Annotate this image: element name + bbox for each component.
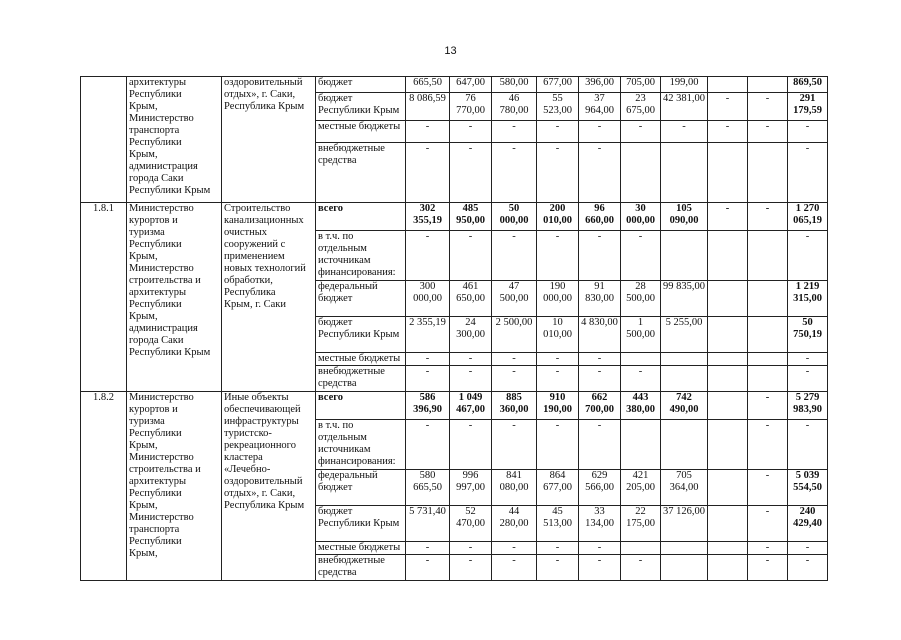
cont-event-name — [222, 77, 316, 203]
value-cell: - — [579, 555, 621, 581]
executor-line: Крым, — [129, 311, 158, 322]
value-cell: - — [492, 555, 537, 581]
value-cell: 42 381,00 — [661, 93, 708, 121]
value-cell: 647,00 — [450, 77, 492, 93]
value-cell: - — [788, 121, 828, 143]
value-cell: 5 039 554,50 — [788, 470, 828, 506]
value-cell: 302 355,19 — [406, 203, 450, 231]
value-cell: 8 086,59 — [406, 93, 450, 121]
value-cell: - — [579, 353, 621, 366]
value-cell: - — [748, 93, 788, 121]
value-cell: 37 126,00 — [661, 506, 708, 542]
value-cell: - — [788, 143, 828, 203]
source-label — [316, 317, 406, 353]
source-label-line: средства — [318, 378, 357, 389]
value-cell: - — [748, 506, 788, 542]
value-cell: - — [492, 366, 537, 392]
value-cell: - — [621, 366, 661, 392]
value-cell: 396,00 — [579, 77, 621, 93]
value-cell — [661, 555, 708, 581]
value-cell: - — [579, 542, 621, 555]
value-cell: 240 429,40 — [788, 506, 828, 542]
source-label — [316, 506, 406, 542]
page-number: 13 — [444, 45, 457, 57]
source-label-line: Республики Крым — [318, 329, 400, 340]
value-cell — [708, 143, 748, 203]
value-cell: 1 219 315,00 — [788, 281, 828, 317]
value-cell: - — [450, 420, 492, 470]
value-cell: 105 090,00 — [661, 203, 708, 231]
value-cell: - — [748, 542, 788, 555]
value-cell: - — [450, 143, 492, 203]
value-cell — [708, 77, 748, 93]
event-name-line: оздоровительный — [224, 77, 303, 88]
executor-line: Крым, — [129, 251, 158, 262]
financing-table — [80, 76, 880, 581]
source-label-line: бюджет — [318, 506, 353, 517]
value-cell: 1 270 065,19 — [788, 203, 828, 231]
value-cell — [708, 317, 748, 353]
executor-line: Республики — [129, 299, 182, 310]
executor-line: Министерство — [129, 452, 194, 463]
value-cell: 24 300,00 — [450, 317, 492, 353]
value-cell: - — [788, 542, 828, 555]
value-cell: - — [492, 143, 537, 203]
value-cell: - — [450, 542, 492, 555]
executor-line: Республики Крым — [129, 185, 211, 196]
value-cell: 485 950,00 — [450, 203, 492, 231]
source-label-line: бюджет — [318, 293, 353, 304]
value-cell — [708, 470, 748, 506]
value-cell — [621, 420, 661, 470]
value-cell: - — [492, 420, 537, 470]
source-label — [316, 542, 406, 555]
source-label-line: внебюджетные — [318, 366, 385, 377]
value-cell: 200 010,00 — [537, 203, 579, 231]
event-name-line: кластера — [224, 452, 263, 463]
source-label-line: местные бюджеты — [318, 542, 401, 553]
value-cell: - — [537, 121, 579, 143]
event-name-line: «Лечебно- — [224, 464, 271, 475]
value-cell: 1 049 467,00 — [450, 392, 492, 420]
value-cell: 45 513,00 — [537, 506, 579, 542]
value-cell: 869,50 — [788, 77, 828, 93]
source-label-line: источникам — [318, 255, 371, 266]
value-cell: - — [748, 203, 788, 231]
value-cell: 5 731,40 — [406, 506, 450, 542]
executor-line: Республики — [129, 536, 182, 547]
value-cell — [748, 317, 788, 353]
value-cell: - — [748, 555, 788, 581]
value-cell: - — [537, 353, 579, 366]
value-cell: - — [579, 420, 621, 470]
executor-line: администрация — [129, 161, 198, 172]
value-cell — [661, 542, 708, 555]
value-cell — [748, 143, 788, 203]
value-cell — [708, 281, 748, 317]
value-cell: 23 675,00 — [621, 93, 661, 121]
value-cell: 28 500,00 — [621, 281, 661, 317]
event-executors — [127, 203, 222, 392]
value-cell: 99 835,00 — [661, 281, 708, 317]
event-name-line: оздоровительный — [224, 476, 303, 487]
source-label — [316, 77, 406, 93]
source-label — [316, 281, 406, 317]
source-label — [316, 392, 406, 420]
source-label-line: источникам — [318, 444, 371, 455]
executor-line: Республики — [129, 488, 182, 499]
value-cell: - — [621, 231, 661, 281]
source-label-line: в т.ч. по — [318, 231, 354, 242]
executor-line: туризма — [129, 227, 165, 238]
source-label — [316, 143, 406, 203]
event-name-line: очистных — [224, 227, 268, 238]
value-cell — [708, 231, 748, 281]
value-cell: - — [406, 353, 450, 366]
value-cell: 30 000,00 — [621, 203, 661, 231]
source-label-line: местные бюджеты — [318, 121, 401, 132]
value-cell: 864 677,00 — [537, 470, 579, 506]
source-label-line: внебюджетные — [318, 555, 385, 566]
source-label-line: отдельным — [318, 243, 367, 254]
value-cell: - — [406, 555, 450, 581]
value-cell — [708, 506, 748, 542]
event-name-line: Иные объекты — [224, 392, 289, 403]
value-cell — [708, 555, 748, 581]
value-cell: - — [788, 366, 828, 392]
source-label — [316, 121, 406, 143]
value-cell: 4 830,00 — [579, 317, 621, 353]
value-cell: - — [748, 470, 788, 506]
value-cell — [708, 392, 748, 420]
value-cell: 5 279 983,90 — [788, 392, 828, 420]
executor-line: курортов и — [129, 404, 178, 415]
value-cell: 5 255,00 — [661, 317, 708, 353]
source-label — [316, 203, 406, 231]
executor-line: Республики — [129, 428, 182, 439]
event-number: 1.8.1 — [81, 203, 127, 392]
event-name-line: Крым, г. Саки — [224, 299, 286, 310]
source-label — [316, 366, 406, 392]
executor-line: Республики — [129, 239, 182, 250]
value-cell: - — [748, 420, 788, 470]
event-name-line: Республика Крым — [224, 500, 305, 511]
value-cell: - — [406, 366, 450, 392]
value-cell: 47 500,00 — [492, 281, 537, 317]
source-label-line: бюджет — [318, 317, 353, 328]
source-label — [316, 353, 406, 366]
value-cell: 300 000,00 — [406, 281, 450, 317]
value-cell: - — [708, 203, 748, 231]
executor-line: транспорта — [129, 524, 180, 535]
source-label-line: в т.ч. по — [318, 420, 354, 431]
value-cell: 586 396,90 — [406, 392, 450, 420]
value-cell: 96 660,00 — [579, 203, 621, 231]
value-cell: - — [579, 143, 621, 203]
value-cell: 91 830,00 — [579, 281, 621, 317]
event-name-line: Республика — [224, 287, 276, 298]
executor-line: Крым, — [129, 101, 158, 112]
value-cell — [661, 366, 708, 392]
executor-line: архитектуры — [129, 476, 186, 487]
value-cell: 841 080,00 — [492, 470, 537, 506]
executor-line: архитектуры — [129, 287, 186, 298]
cont-executors — [127, 77, 222, 203]
event-name-line: отдых», г. Саки, — [224, 488, 296, 499]
value-cell: - — [788, 353, 828, 366]
source-label-line: всего — [318, 392, 344, 403]
executor-line: Крым, — [129, 149, 158, 160]
value-cell: - — [537, 366, 579, 392]
executor-line: города Саки — [129, 173, 184, 184]
event-name — [222, 392, 316, 581]
value-cell: 44 280,00 — [492, 506, 537, 542]
source-label-line: всего — [318, 203, 344, 214]
source-label — [316, 420, 406, 470]
value-cell: - — [450, 366, 492, 392]
value-cell: - — [748, 392, 788, 420]
event-executors — [127, 392, 222, 581]
event-name-line: канализационных — [224, 215, 304, 226]
value-cell: 580 665,50 — [406, 470, 450, 506]
value-cell: 22 175,00 — [621, 506, 661, 542]
executor-line: Республики Крым — [129, 347, 211, 358]
value-cell: - — [406, 143, 450, 203]
executor-line: Крым, — [129, 548, 158, 559]
executor-line: Министерство — [129, 263, 194, 274]
source-label-line: бюджет — [318, 77, 353, 88]
source-label — [316, 470, 406, 506]
value-cell — [621, 143, 661, 203]
event-number: 1.8.2 — [81, 392, 127, 581]
value-cell — [748, 366, 788, 392]
value-cell — [748, 353, 788, 366]
event-name-line: инфраструктуры — [224, 416, 299, 427]
executor-line: строительства и — [129, 275, 201, 286]
executor-line: администрация — [129, 323, 198, 334]
value-cell: 2 355,19 — [406, 317, 450, 353]
value-cell: - — [708, 121, 748, 143]
value-cell: 885 360,00 — [492, 392, 537, 420]
value-cell: 705,00 — [621, 77, 661, 93]
executor-line: архитектуры — [129, 77, 186, 88]
event-name-line: обеспечивающей — [224, 404, 301, 415]
value-cell: 677,00 — [537, 77, 579, 93]
value-cell — [661, 353, 708, 366]
source-label-line: бюджет — [318, 482, 353, 493]
source-label-line: финансирования: — [318, 456, 396, 467]
value-cell: - — [579, 121, 621, 143]
value-cell — [621, 542, 661, 555]
source-label — [316, 231, 406, 281]
source-label-line: федеральный — [318, 470, 378, 481]
event-name-line: Республика Крым — [224, 101, 305, 112]
value-cell: - — [492, 542, 537, 555]
value-cell: 50 000,00 — [492, 203, 537, 231]
executor-line: Министерство — [129, 113, 194, 124]
value-cell: 629 566,00 — [579, 470, 621, 506]
executor-line: транспорта — [129, 125, 180, 136]
source-label — [316, 93, 406, 121]
value-cell: 665,50 — [406, 77, 450, 93]
value-cell: - — [537, 542, 579, 555]
source-label-line: местные бюджеты — [318, 353, 401, 364]
value-cell: 50 750,19 — [788, 317, 828, 353]
source-label-line: финансирования: — [318, 267, 396, 278]
value-cell — [661, 231, 708, 281]
value-cell: - — [406, 542, 450, 555]
event-name-line: новых технологий — [224, 263, 306, 274]
value-cell: 996 997,00 — [450, 470, 492, 506]
value-cell: - — [450, 353, 492, 366]
value-cell: - — [492, 231, 537, 281]
source-label-line: средства — [318, 567, 357, 578]
source-label-line: бюджет — [318, 93, 353, 104]
value-cell: 37 964,00 — [579, 93, 621, 121]
value-cell — [748, 231, 788, 281]
value-cell: - — [492, 353, 537, 366]
value-cell: 291 179,59 — [788, 93, 828, 121]
value-cell: - — [406, 420, 450, 470]
value-cell: - — [579, 231, 621, 281]
value-cell: - — [579, 366, 621, 392]
value-cell: 421 205,00 — [621, 470, 661, 506]
executor-line: Министерство — [129, 392, 194, 403]
executor-line: Республики — [129, 89, 182, 100]
cont-number-cell — [81, 77, 127, 203]
value-cell: - — [450, 231, 492, 281]
value-cell — [708, 353, 748, 366]
value-cell: - — [492, 121, 537, 143]
value-cell: 461 650,00 — [450, 281, 492, 317]
executor-line: города Саки — [129, 335, 184, 346]
value-cell: 2 500,00 — [492, 317, 537, 353]
value-cell: - — [788, 555, 828, 581]
value-cell: - — [450, 121, 492, 143]
event-name-line: сооружений с — [224, 239, 286, 250]
value-cell: 10 010,00 — [537, 317, 579, 353]
value-cell: 443 380,00 — [621, 392, 661, 420]
executor-line: курортов и — [129, 215, 178, 226]
executor-line: строительства и — [129, 464, 201, 475]
source-label-line: Республики Крым — [318, 518, 400, 529]
value-cell: 46 780,00 — [492, 93, 537, 121]
value-cell: - — [406, 231, 450, 281]
event-name-line: применением — [224, 251, 285, 262]
executor-line: Крым, — [129, 440, 158, 451]
value-cell — [661, 420, 708, 470]
value-cell: 199,00 — [661, 77, 708, 93]
value-cell: - — [621, 555, 661, 581]
source-label-line: федеральный — [318, 281, 378, 292]
value-cell: - — [621, 121, 661, 143]
value-cell: - — [406, 121, 450, 143]
value-cell: 52 470,00 — [450, 506, 492, 542]
executor-line: Министерство — [129, 512, 194, 523]
executor-line: туризма — [129, 416, 165, 427]
source-label-line: внебюджетные — [318, 143, 385, 154]
value-cell: - — [537, 231, 579, 281]
value-cell — [748, 77, 788, 93]
table-body — [81, 77, 880, 581]
source-label-line: отдельным — [318, 432, 367, 443]
value-cell — [748, 281, 788, 317]
value-cell: 33 134,00 — [579, 506, 621, 542]
value-cell: 55 523,00 — [537, 93, 579, 121]
value-cell: - — [788, 231, 828, 281]
value-cell: - — [537, 555, 579, 581]
value-cell — [708, 542, 748, 555]
event-name-line: Строительство — [224, 203, 291, 214]
value-cell: 190 000,00 — [537, 281, 579, 317]
event-name-line: туристско- — [224, 428, 272, 439]
value-cell: - — [661, 121, 708, 143]
executor-line: Министерство — [129, 203, 194, 214]
value-cell: 662 700,00 — [579, 392, 621, 420]
value-cell — [708, 420, 748, 470]
value-cell: 742 490,00 — [661, 392, 708, 420]
source-label-line: Республики Крым — [318, 105, 400, 116]
event-name — [222, 203, 316, 392]
value-cell — [708, 366, 748, 392]
value-cell: - — [748, 121, 788, 143]
value-cell — [621, 353, 661, 366]
value-cell: - — [537, 143, 579, 203]
value-cell: - — [788, 420, 828, 470]
table-row — [81, 392, 880, 420]
event-name-line: рекреационного — [224, 440, 296, 451]
executor-line: Республики — [129, 137, 182, 148]
source-label — [316, 555, 406, 581]
value-cell — [661, 143, 708, 203]
value-cell: - — [708, 93, 748, 121]
source-label-line: средства — [318, 155, 357, 166]
executor-line: Крым, — [129, 500, 158, 511]
value-cell: 1 500,00 — [621, 317, 661, 353]
event-name-line: отдых», г. Саки, — [224, 89, 296, 100]
value-cell: 580,00 — [492, 77, 537, 93]
value-cell: 76 770,00 — [450, 93, 492, 121]
table-row — [81, 77, 880, 93]
value-cell: 910 190,00 — [537, 392, 579, 420]
event-name-line: обработки, — [224, 275, 273, 286]
table-row — [81, 203, 880, 231]
value-cell: 705 364,00 — [661, 470, 708, 506]
value-cell: - — [537, 420, 579, 470]
value-cell: - — [450, 555, 492, 581]
